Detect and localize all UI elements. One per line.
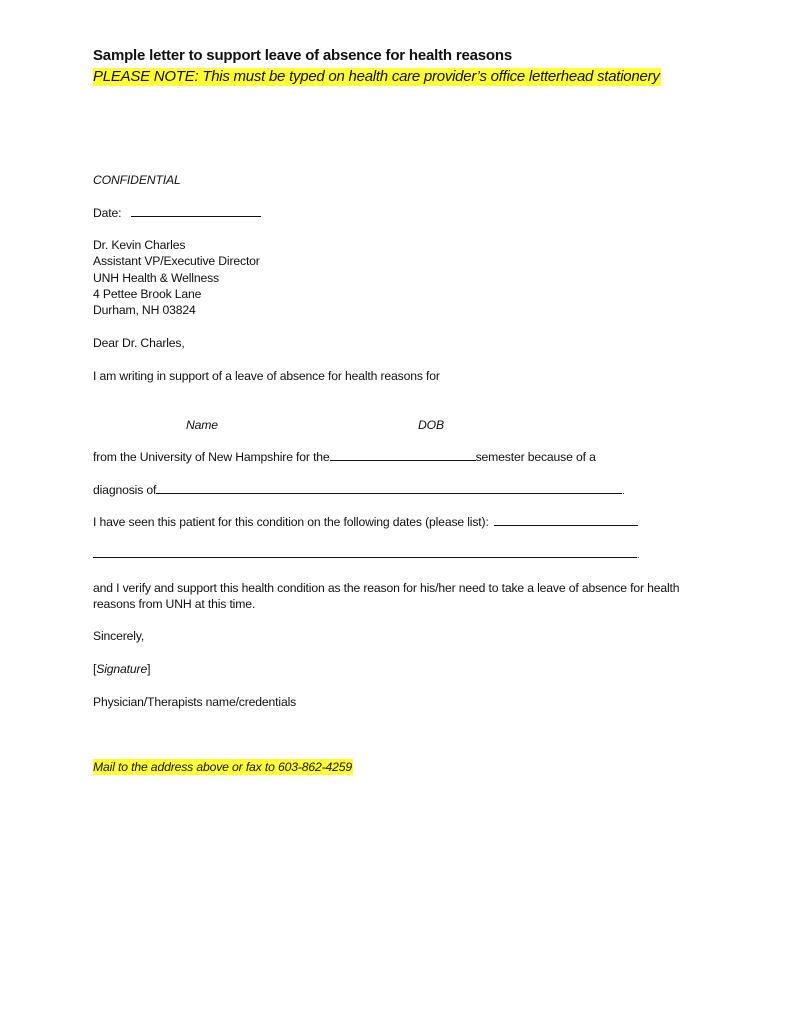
address-line: Durham, NH 03824	[93, 303, 196, 318]
bracket-close: ]	[147, 662, 151, 676]
salutation: Dear Dr. Charles,	[93, 336, 185, 350]
semester-suffix: semester because of a	[475, 450, 596, 464]
credentials-label: Physician/Therapists name/credentials	[93, 695, 297, 709]
dates-row	[93, 514, 638, 530]
address-line: UNH Health & Wellness	[93, 270, 219, 285]
intro-text: I am writing in support of a leave of absence for health reasons for	[93, 369, 440, 383]
dates-prefix: I have seen this patient for this condition on the following dates (please list):	[93, 515, 489, 529]
diagnosis-prefix: diagnosis of	[93, 483, 157, 497]
signature-placeholder	[93, 661, 150, 677]
address-line: 4 Pettee Brook Lane	[93, 286, 202, 301]
semester-row	[93, 449, 596, 465]
dates-period: .	[637, 550, 640, 560]
dates-blank-line-2[interactable]	[93, 556, 637, 558]
date-row	[93, 205, 261, 221]
verification-paragraph	[93, 580, 679, 612]
semester-prefix: from the University of New Hampshire for the	[93, 450, 330, 464]
recipient-address	[93, 237, 260, 318]
date-label: Date:	[93, 206, 122, 220]
address-line: Dr. Kevin Charles	[93, 238, 186, 252]
diagnosis-blank-line[interactable]	[156, 492, 622, 494]
date-blank-line[interactable]	[131, 215, 261, 217]
dates-row-2	[93, 546, 639, 563]
bracket-open: [	[93, 662, 97, 676]
dob-field-label: DOB	[418, 418, 444, 432]
verification-line: and I verify and support this health condition as the reason for his/her need to take a leave of absence for health	[93, 581, 680, 595]
letterhead-note: PLEASE NOTE: This must be typed on health care provider’s office letterhead stationery	[93, 68, 660, 85]
diagnosis-period: .	[622, 486, 625, 496]
closing: Sincerely,	[93, 629, 145, 643]
signature-label: Signature	[96, 662, 148, 676]
document-title: Sample letter to support leave of absence for health reasons	[93, 47, 512, 64]
dates-blank-line-1[interactable]	[494, 524, 638, 526]
diagnosis-row	[93, 482, 625, 499]
address-line: Assistant VP/Executive Director	[93, 254, 260, 269]
name-field-label: Name	[186, 418, 218, 432]
mail-fax-note: Mail to the address above or fax to 603-862-4259	[93, 760, 353, 774]
confidential-label: CONFIDENTIAL	[93, 173, 181, 187]
verification-line: reasons from UNH at this time.	[93, 597, 256, 611]
semester-blank-line[interactable]	[330, 459, 476, 461]
